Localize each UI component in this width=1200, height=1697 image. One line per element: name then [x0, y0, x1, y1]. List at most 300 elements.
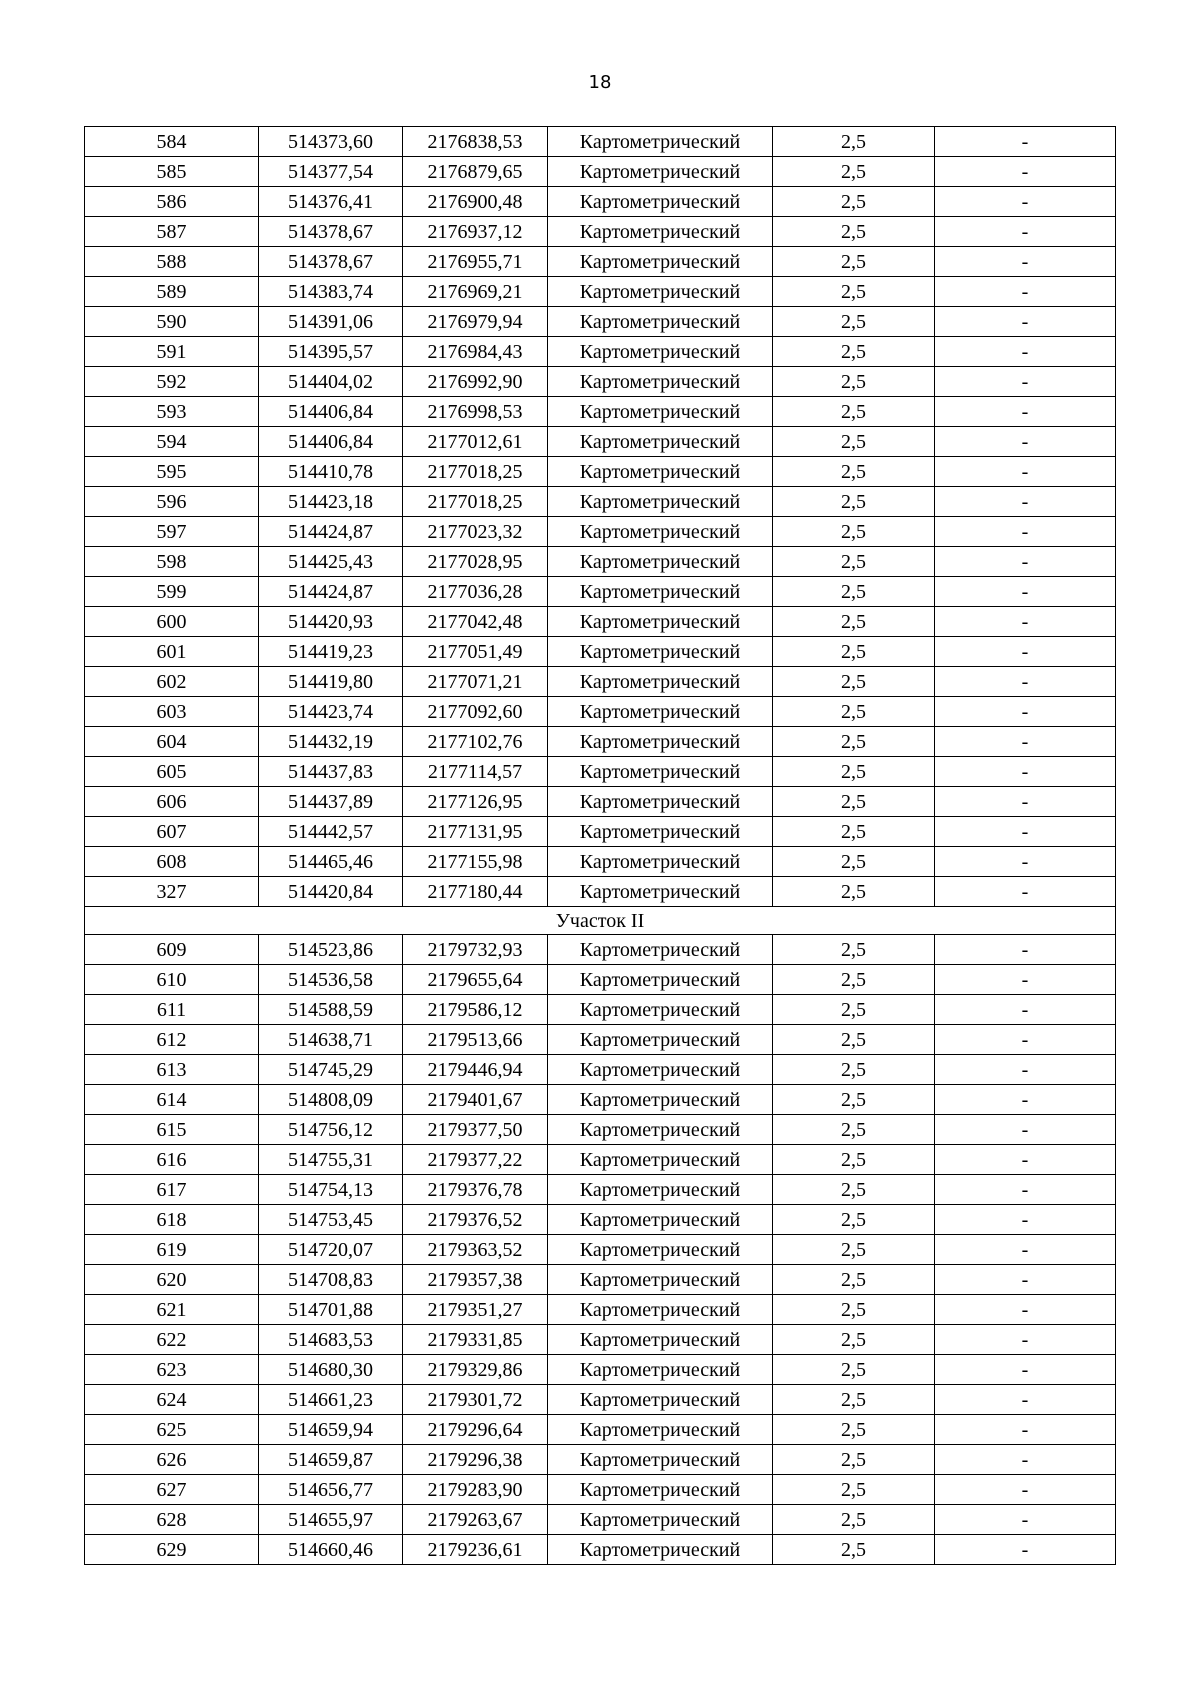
table-row	[85, 1265, 1116, 1295]
dash-cell: -	[935, 1235, 1116, 1265]
method-cell: Картометрический	[548, 637, 773, 667]
y-coordinate-cell: 2179363,52	[403, 1235, 548, 1265]
point-number-cell: 613	[85, 1055, 259, 1085]
x-coordinate-cell: 514808,09	[259, 1085, 403, 1115]
method-cell: Картометрический	[548, 547, 773, 577]
x-coordinate-cell: 514406,84	[259, 397, 403, 427]
method-cell: Картометрический	[548, 1175, 773, 1205]
y-coordinate-cell: 2179586,12	[403, 995, 548, 1025]
point-number-cell: 607	[85, 817, 259, 847]
method-cell: Картометрический	[548, 337, 773, 367]
method-cell: Картометрический	[548, 1475, 773, 1505]
method-cell: Картометрический	[548, 457, 773, 487]
table-row	[85, 1085, 1116, 1115]
accuracy-cell: 2,5	[773, 157, 935, 187]
table-row	[85, 247, 1116, 277]
point-number-cell: 617	[85, 1175, 259, 1205]
x-coordinate-cell: 514683,53	[259, 1325, 403, 1355]
x-coordinate-cell: 514404,02	[259, 367, 403, 397]
y-coordinate-cell: 2179513,66	[403, 1025, 548, 1055]
method-cell: Картометрический	[548, 1145, 773, 1175]
y-coordinate-cell: 2179376,78	[403, 1175, 548, 1205]
y-coordinate-cell: 2177036,28	[403, 577, 548, 607]
dash-cell: -	[935, 877, 1116, 907]
accuracy-cell: 2,5	[773, 1145, 935, 1175]
point-number-cell: 585	[85, 157, 259, 187]
x-coordinate-cell: 514425,43	[259, 547, 403, 577]
dash-cell: -	[935, 697, 1116, 727]
accuracy-cell: 2,5	[773, 1295, 935, 1325]
method-cell: Картометрический	[548, 187, 773, 217]
accuracy-cell: 2,5	[773, 307, 935, 337]
accuracy-cell: 2,5	[773, 667, 935, 697]
x-coordinate-cell: 514424,87	[259, 517, 403, 547]
accuracy-cell: 2,5	[773, 1175, 935, 1205]
method-cell: Картометрический	[548, 427, 773, 457]
dash-cell: -	[935, 547, 1116, 577]
point-number-cell: 629	[85, 1535, 259, 1565]
table-row	[85, 1385, 1116, 1415]
dash-cell: -	[935, 367, 1116, 397]
x-coordinate-cell: 514442,57	[259, 817, 403, 847]
accuracy-cell: 2,5	[773, 547, 935, 577]
table-row	[85, 1145, 1116, 1175]
point-number-cell: 600	[85, 607, 259, 637]
dash-cell: -	[935, 1265, 1116, 1295]
method-cell: Картометрический	[548, 1505, 773, 1535]
point-number-cell: 599	[85, 577, 259, 607]
accuracy-cell: 2,5	[773, 935, 935, 965]
x-coordinate-cell: 514536,58	[259, 965, 403, 995]
y-coordinate-cell: 2176969,21	[403, 277, 548, 307]
table-row	[85, 787, 1116, 817]
accuracy-cell: 2,5	[773, 1535, 935, 1565]
table-row	[85, 847, 1116, 877]
x-coordinate-cell: 514378,67	[259, 247, 403, 277]
accuracy-cell: 2,5	[773, 337, 935, 367]
accuracy-cell: 2,5	[773, 217, 935, 247]
y-coordinate-cell: 2179331,85	[403, 1325, 548, 1355]
x-coordinate-cell: 514756,12	[259, 1115, 403, 1145]
table-row	[85, 547, 1116, 577]
x-coordinate-cell: 514701,88	[259, 1295, 403, 1325]
table-row	[85, 995, 1116, 1025]
method-cell: Картометрический	[548, 487, 773, 517]
x-coordinate-cell: 514661,23	[259, 1385, 403, 1415]
method-cell: Картометрический	[548, 217, 773, 247]
table-row	[85, 487, 1116, 517]
y-coordinate-cell: 2177114,57	[403, 757, 548, 787]
y-coordinate-cell: 2176900,48	[403, 187, 548, 217]
table-row	[85, 157, 1116, 187]
point-number-cell: 327	[85, 877, 259, 907]
method-cell: Картометрический	[548, 787, 773, 817]
point-number-cell: 628	[85, 1505, 259, 1535]
x-coordinate-cell: 514377,54	[259, 157, 403, 187]
y-coordinate-cell: 2179351,27	[403, 1295, 548, 1325]
point-number-cell: 624	[85, 1385, 259, 1415]
dash-cell: -	[935, 1475, 1116, 1505]
dash-cell: -	[935, 935, 1116, 965]
part2-rows	[85, 935, 1116, 1565]
point-number-cell: 625	[85, 1415, 259, 1445]
accuracy-cell: 2,5	[773, 127, 935, 157]
method-cell: Картометрический	[548, 727, 773, 757]
accuracy-cell: 2,5	[773, 607, 935, 637]
dash-cell: -	[935, 727, 1116, 757]
dash-cell: -	[935, 1085, 1116, 1115]
accuracy-cell: 2,5	[773, 1445, 935, 1475]
table-row	[85, 1415, 1116, 1445]
table-row	[85, 965, 1116, 995]
y-coordinate-cell: 2179263,67	[403, 1505, 548, 1535]
point-number-cell: 588	[85, 247, 259, 277]
point-number-cell: 587	[85, 217, 259, 247]
point-number-cell: 592	[85, 367, 259, 397]
table-row	[85, 1175, 1116, 1205]
accuracy-cell: 2,5	[773, 965, 935, 995]
accuracy-cell: 2,5	[773, 487, 935, 517]
point-number-cell: 623	[85, 1355, 259, 1385]
accuracy-cell: 2,5	[773, 277, 935, 307]
y-coordinate-cell: 2177131,95	[403, 817, 548, 847]
table-row	[85, 427, 1116, 457]
method-cell: Картометрический	[548, 517, 773, 547]
dash-cell: -	[935, 457, 1116, 487]
point-number-cell: 605	[85, 757, 259, 787]
x-coordinate-cell: 514745,29	[259, 1055, 403, 1085]
y-coordinate-cell: 2177023,32	[403, 517, 548, 547]
dash-cell: -	[935, 787, 1116, 817]
point-number-cell: 595	[85, 457, 259, 487]
x-coordinate-cell: 514588,59	[259, 995, 403, 1025]
x-coordinate-cell: 514655,97	[259, 1505, 403, 1535]
accuracy-cell: 2,5	[773, 637, 935, 667]
table-row	[85, 187, 1116, 217]
y-coordinate-cell: 2179655,64	[403, 965, 548, 995]
x-coordinate-cell: 514659,87	[259, 1445, 403, 1475]
method-cell: Картометрический	[548, 1205, 773, 1235]
point-number-cell: 615	[85, 1115, 259, 1145]
y-coordinate-cell: 2179446,94	[403, 1055, 548, 1085]
method-cell: Картометрический	[548, 1355, 773, 1385]
table-row	[85, 877, 1116, 907]
method-cell: Картометрический	[548, 817, 773, 847]
x-coordinate-cell: 514373,60	[259, 127, 403, 157]
dash-cell: -	[935, 337, 1116, 367]
y-coordinate-cell: 2179283,90	[403, 1475, 548, 1505]
page-number: 18	[588, 72, 612, 93]
table-row	[85, 757, 1116, 787]
y-coordinate-cell: 2176955,71	[403, 247, 548, 277]
section-row	[85, 907, 1116, 935]
x-coordinate-cell: 514754,13	[259, 1175, 403, 1205]
section-header	[85, 907, 1116, 935]
dash-cell: -	[935, 577, 1116, 607]
y-coordinate-cell: 2176879,65	[403, 157, 548, 187]
point-number-cell: 584	[85, 127, 259, 157]
method-cell: Картометрический	[548, 1325, 773, 1355]
x-coordinate-cell: 514437,83	[259, 757, 403, 787]
table-row	[85, 1475, 1116, 1505]
method-cell: Картометрический	[548, 877, 773, 907]
accuracy-cell: 2,5	[773, 847, 935, 877]
x-coordinate-cell: 514383,74	[259, 277, 403, 307]
table-row	[85, 1295, 1116, 1325]
x-coordinate-cell: 514660,46	[259, 1535, 403, 1565]
x-coordinate-cell: 514406,84	[259, 427, 403, 457]
accuracy-cell: 2,5	[773, 757, 935, 787]
table-row	[85, 727, 1116, 757]
method-cell: Картометрический	[548, 1415, 773, 1445]
y-coordinate-cell: 2179376,52	[403, 1205, 548, 1235]
method-cell: Картометрический	[548, 367, 773, 397]
x-coordinate-cell: 514523,86	[259, 935, 403, 965]
y-coordinate-cell: 2177126,95	[403, 787, 548, 817]
method-cell: Картометрический	[548, 307, 773, 337]
y-coordinate-cell: 2179357,38	[403, 1265, 548, 1295]
x-coordinate-cell: 514638,71	[259, 1025, 403, 1055]
dash-cell: -	[935, 427, 1116, 457]
point-number-cell: 622	[85, 1325, 259, 1355]
dash-cell: -	[935, 847, 1116, 877]
x-coordinate-cell: 514659,94	[259, 1415, 403, 1445]
y-coordinate-cell: 2177012,61	[403, 427, 548, 457]
point-number-cell: 593	[85, 397, 259, 427]
y-coordinate-cell: 2177028,95	[403, 547, 548, 577]
y-coordinate-cell: 2176937,12	[403, 217, 548, 247]
table-row	[85, 1115, 1116, 1145]
method-cell: Картометрический	[548, 1025, 773, 1055]
y-coordinate-cell: 2177018,25	[403, 487, 548, 517]
dash-cell: -	[935, 277, 1116, 307]
point-number-cell: 591	[85, 337, 259, 367]
dash-cell: -	[935, 667, 1116, 697]
table-row	[85, 1445, 1116, 1475]
method-cell: Картометрический	[548, 607, 773, 637]
table-row	[85, 1535, 1116, 1565]
table-row	[85, 935, 1116, 965]
accuracy-cell: 2,5	[773, 1385, 935, 1415]
point-number-cell: 598	[85, 547, 259, 577]
y-coordinate-cell: 2179377,22	[403, 1145, 548, 1175]
dash-cell: -	[935, 1115, 1116, 1145]
accuracy-cell: 2,5	[773, 367, 935, 397]
accuracy-cell: 2,5	[773, 1085, 935, 1115]
y-coordinate-cell: 2177155,98	[403, 847, 548, 877]
table-row	[85, 637, 1116, 667]
dash-cell: -	[935, 1505, 1116, 1535]
table-row	[85, 217, 1116, 247]
accuracy-cell: 2,5	[773, 1475, 935, 1505]
point-number-cell: 611	[85, 995, 259, 1025]
point-number-cell: 596	[85, 487, 259, 517]
method-cell: Картометрический	[548, 1445, 773, 1475]
accuracy-cell: 2,5	[773, 247, 935, 277]
dash-cell: -	[935, 1025, 1116, 1055]
point-number-cell: 609	[85, 935, 259, 965]
point-number-cell: 590	[85, 307, 259, 337]
dash-cell: -	[935, 1385, 1116, 1415]
method-cell: Картометрический	[548, 965, 773, 995]
dash-cell: -	[935, 1535, 1116, 1565]
table-row	[85, 1235, 1116, 1265]
x-coordinate-cell: 514410,78	[259, 457, 403, 487]
dash-cell: -	[935, 127, 1116, 157]
x-coordinate-cell: 514432,19	[259, 727, 403, 757]
method-cell: Картометрический	[548, 847, 773, 877]
method-cell: Картометрический	[548, 247, 773, 277]
coordinates-table	[84, 126, 1116, 1565]
table-row	[85, 307, 1116, 337]
method-cell: Картометрический	[548, 1085, 773, 1115]
table-row	[85, 127, 1116, 157]
accuracy-cell: 2,5	[773, 697, 935, 727]
method-cell: Картометрический	[548, 577, 773, 607]
part1-rows	[85, 127, 1116, 907]
dash-cell: -	[935, 637, 1116, 667]
dash-cell: -	[935, 965, 1116, 995]
table-row	[85, 697, 1116, 727]
accuracy-cell: 2,5	[773, 995, 935, 1025]
y-coordinate-cell: 2179377,50	[403, 1115, 548, 1145]
y-coordinate-cell: 2177042,48	[403, 607, 548, 637]
y-coordinate-cell: 2179296,38	[403, 1445, 548, 1475]
table-row	[85, 277, 1116, 307]
x-coordinate-cell: 514424,87	[259, 577, 403, 607]
x-coordinate-cell: 514437,89	[259, 787, 403, 817]
table-row	[85, 1055, 1116, 1085]
accuracy-cell: 2,5	[773, 877, 935, 907]
accuracy-cell: 2,5	[773, 727, 935, 757]
table-row	[85, 1205, 1116, 1235]
accuracy-cell: 2,5	[773, 1115, 935, 1145]
table-row	[85, 817, 1116, 847]
accuracy-cell: 2,5	[773, 397, 935, 427]
accuracy-cell: 2,5	[773, 787, 935, 817]
accuracy-cell: 2,5	[773, 1415, 935, 1445]
table-row	[85, 1025, 1116, 1055]
dash-cell: -	[935, 1205, 1116, 1235]
method-cell: Картометрический	[548, 127, 773, 157]
x-coordinate-cell: 514419,23	[259, 637, 403, 667]
y-coordinate-cell: 2179401,67	[403, 1085, 548, 1115]
x-coordinate-cell: 514378,67	[259, 217, 403, 247]
table-row	[85, 1325, 1116, 1355]
point-number-cell: 618	[85, 1205, 259, 1235]
point-number-cell: 621	[85, 1295, 259, 1325]
method-cell: Картометрический	[548, 1385, 773, 1415]
method-cell: Картометрический	[548, 1265, 773, 1295]
method-cell: Картометрический	[548, 667, 773, 697]
point-number-cell: 614	[85, 1085, 259, 1115]
method-cell: Картометрический	[548, 757, 773, 787]
point-number-cell: 597	[85, 517, 259, 547]
accuracy-cell: 2,5	[773, 817, 935, 847]
section-title: Участок II	[85, 907, 1116, 935]
x-coordinate-cell: 514708,83	[259, 1265, 403, 1295]
method-cell: Картометрический	[548, 697, 773, 727]
method-cell: Картометрический	[548, 1055, 773, 1085]
method-cell: Картометрический	[548, 157, 773, 187]
point-number-cell: 586	[85, 187, 259, 217]
dash-cell: -	[935, 757, 1116, 787]
point-number-cell: 589	[85, 277, 259, 307]
dash-cell: -	[935, 517, 1116, 547]
table-row	[85, 667, 1116, 697]
y-coordinate-cell: 2176838,53	[403, 127, 548, 157]
dash-cell: -	[935, 607, 1116, 637]
dash-cell: -	[935, 1355, 1116, 1385]
method-cell: Картометрический	[548, 1535, 773, 1565]
y-coordinate-cell: 2179732,93	[403, 935, 548, 965]
point-number-cell: 608	[85, 847, 259, 877]
point-number-cell: 606	[85, 787, 259, 817]
accuracy-cell: 2,5	[773, 1505, 935, 1535]
point-number-cell: 616	[85, 1145, 259, 1175]
method-cell: Картометрический	[548, 277, 773, 307]
x-coordinate-cell: 514420,84	[259, 877, 403, 907]
method-cell: Картометрический	[548, 1115, 773, 1145]
point-number-cell: 627	[85, 1475, 259, 1505]
dash-cell: -	[935, 1325, 1116, 1355]
method-cell: Картометрический	[548, 935, 773, 965]
y-coordinate-cell: 2177051,49	[403, 637, 548, 667]
dash-cell: -	[935, 1445, 1116, 1475]
table-row	[85, 367, 1116, 397]
x-coordinate-cell: 514420,93	[259, 607, 403, 637]
dash-cell: -	[935, 817, 1116, 847]
y-coordinate-cell: 2179236,61	[403, 1535, 548, 1565]
y-coordinate-cell: 2179329,86	[403, 1355, 548, 1385]
dash-cell: -	[935, 1295, 1116, 1325]
x-coordinate-cell: 514423,74	[259, 697, 403, 727]
dash-cell: -	[935, 307, 1116, 337]
dash-cell: -	[935, 1145, 1116, 1175]
table-row	[85, 577, 1116, 607]
point-number-cell: 601	[85, 637, 259, 667]
y-coordinate-cell: 2179301,72	[403, 1385, 548, 1415]
table-row	[85, 457, 1116, 487]
y-coordinate-cell: 2177071,21	[403, 667, 548, 697]
y-coordinate-cell: 2176979,94	[403, 307, 548, 337]
point-number-cell: 626	[85, 1445, 259, 1475]
dash-cell: -	[935, 217, 1116, 247]
point-number-cell: 619	[85, 1235, 259, 1265]
method-cell: Картометрический	[548, 1235, 773, 1265]
point-number-cell: 602	[85, 667, 259, 697]
x-coordinate-cell: 514465,46	[259, 847, 403, 877]
x-coordinate-cell: 514720,07	[259, 1235, 403, 1265]
table-row	[85, 517, 1116, 547]
accuracy-cell: 2,5	[773, 517, 935, 547]
accuracy-cell: 2,5	[773, 1205, 935, 1235]
table-row	[85, 397, 1116, 427]
dash-cell: -	[935, 397, 1116, 427]
accuracy-cell: 2,5	[773, 1265, 935, 1295]
accuracy-cell: 2,5	[773, 1325, 935, 1355]
point-number-cell: 612	[85, 1025, 259, 1055]
dash-cell: -	[935, 1415, 1116, 1445]
x-coordinate-cell: 514419,80	[259, 667, 403, 697]
y-coordinate-cell: 2177180,44	[403, 877, 548, 907]
point-number-cell: 620	[85, 1265, 259, 1295]
point-number-cell: 603	[85, 697, 259, 727]
y-coordinate-cell: 2179296,64	[403, 1415, 548, 1445]
table-row	[85, 1505, 1116, 1535]
y-coordinate-cell: 2176998,53	[403, 397, 548, 427]
table-row	[85, 337, 1116, 367]
